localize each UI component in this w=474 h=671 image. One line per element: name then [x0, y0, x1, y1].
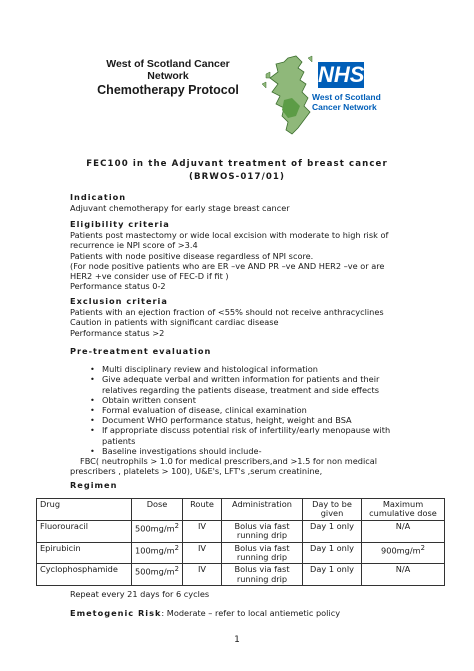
table-header-row — [37, 499, 445, 521]
drug-cell: Cyclophosphamide — [37, 564, 132, 586]
eligibility-line: Patients with node positive disease regardless of NPI score. — [70, 250, 314, 261]
dose-value: 500mg/m — [135, 523, 175, 534]
list-item — [88, 425, 410, 445]
column-header: Dose — [132, 499, 183, 521]
pretreatment-section — [70, 346, 410, 476]
exclusion-section — [70, 296, 410, 338]
nhs-logo: NHS — [318, 62, 365, 87]
dose-unit-sup: 2 — [174, 543, 179, 552]
list-item-text: relatives regarding the patients disease, treatment and side effects — [102, 384, 379, 395]
list-item-text: Baseline investigations should include- — [102, 445, 262, 456]
fbc-line: FBC( neutrophils > 1.0 for medical prescribers,and >1.5 for non medical — [80, 456, 378, 467]
regimen-heading: Regimen — [70, 480, 118, 490]
eligibility-line: (For node positive patients who are ER –ve AND PR –ve AND HER2 –ve or are — [70, 260, 385, 271]
eligibility-line: HER2 +ve consider use of FEC-D if fit ) — [70, 271, 229, 282]
column-header: Drug — [37, 499, 132, 521]
list-item-text: patients — [102, 435, 136, 446]
list-item — [88, 374, 410, 394]
exclusion-line: Patients with an ejection fraction of <55% should not receive anthracyclines — [70, 307, 384, 318]
emetogenic-risk — [70, 608, 340, 618]
list-item-text: Give adequate verbal and written information for patients and their — [102, 374, 380, 385]
day-cell: Day 1 only — [303, 520, 362, 542]
column-header: Route — [183, 499, 222, 521]
regimen-section — [70, 480, 410, 491]
list-item — [88, 364, 410, 374]
list-item-text: Obtain written consent — [102, 394, 196, 405]
repeat-text: Repeat every 21 days for 6 cycles — [70, 589, 210, 599]
drug-cell: Epirubicin — [37, 542, 132, 564]
column-header: Day to be given — [303, 499, 362, 521]
document-title — [0, 158, 474, 184]
list-item-text: Formal evaluation of disease, clinical examination — [102, 405, 307, 416]
logo-line1: West of Scotland — [312, 92, 381, 102]
list-item-text: Multi disciplinary review and histological information — [102, 364, 318, 375]
table-row — [37, 520, 445, 542]
max-dose-cell — [362, 542, 445, 564]
dose-unit-sup: 2 — [174, 521, 179, 530]
dose-cell — [132, 564, 183, 586]
route-cell: IV — [183, 520, 222, 542]
dose-value: 500mg/m — [135, 567, 175, 578]
eligibility-heading: Eligibility criteria — [70, 219, 170, 229]
column-header: Maximum cumulative dose — [362, 499, 445, 521]
pretreatment-heading: Pre-treatment evaluation — [70, 346, 212, 356]
title-line2: (BRWOS-017/01) — [189, 172, 285, 182]
pretreatment-list — [88, 364, 410, 456]
max-dose-cell: N/A — [362, 520, 445, 542]
logo-line2: Cancer Network — [312, 102, 377, 112]
logo-subtitle — [312, 92, 388, 112]
indication-text: Adjuvant chemotherapy for early stage breast cancer — [70, 203, 290, 214]
dose-unit-sup: 2 — [174, 565, 179, 574]
admin-cell: Bolus via fast running drip — [222, 542, 303, 564]
list-item — [88, 395, 410, 405]
list-item-text: If appropriate discuss potential risk of infertility/early menopause with — [102, 425, 391, 436]
header-block — [88, 58, 248, 97]
max-dose-value: 900mg/m — [381, 545, 421, 556]
exclusion-line: Caution in patients with significant cardiac disease — [70, 317, 279, 328]
title-line1: FEC100 in the Adjuvant treatment of breast cancer — [86, 159, 388, 169]
exclusion-heading: Exclusion criteria — [70, 296, 168, 306]
exclusion-line: Performance status >2 — [70, 327, 165, 338]
route-cell: IV — [183, 542, 222, 564]
eligibility-line: Performance status 0-2 — [70, 281, 166, 292]
page-number: 1 — [234, 635, 240, 645]
table-row — [37, 542, 445, 564]
table-row — [37, 564, 445, 586]
admin-cell: Bolus via fast running drip — [222, 520, 303, 542]
list-item — [88, 415, 410, 425]
eligibility-line: Patients post mastectomy or wide local excision with moderate to high risk of — [70, 230, 389, 241]
list-item — [88, 405, 410, 415]
eligibility-line: recurrence ie NPI score of >3.4 — [70, 240, 198, 251]
day-cell: Day 1 only — [303, 542, 362, 564]
org-name: West of Scotland Cancer Network — [106, 58, 230, 82]
indication-heading: Indication — [70, 192, 127, 202]
drug-cell: Fluorouracil — [37, 520, 132, 542]
route-cell: IV — [183, 564, 222, 586]
max-dose-unit-sup: 2 — [420, 543, 425, 552]
list-item-text: Document WHO performance status, height, weight and BSA — [102, 415, 352, 426]
list-item — [88, 446, 410, 456]
protocol-title: Chemotherapy Protocol — [97, 83, 239, 97]
eligibility-section — [70, 219, 410, 291]
emetogenic-label: Emetogenic Risk — [70, 608, 162, 618]
max-dose-cell: N/A — [362, 564, 445, 586]
emetogenic-text: : Moderate – refer to local antiemetic policy — [161, 608, 341, 618]
admin-cell: Bolus via fast running drip — [222, 564, 303, 586]
indication-section — [70, 192, 410, 213]
dose-cell — [132, 542, 183, 564]
regimen-table — [36, 498, 445, 586]
fbc-line: prescribers , platelets > 100), U&E's, LFT's ,serum creatinine, — [70, 466, 323, 477]
dose-cell — [132, 520, 183, 542]
dose-value: 100mg/m — [135, 545, 175, 556]
column-header: Administration — [222, 499, 303, 521]
day-cell: Day 1 only — [303, 564, 362, 586]
